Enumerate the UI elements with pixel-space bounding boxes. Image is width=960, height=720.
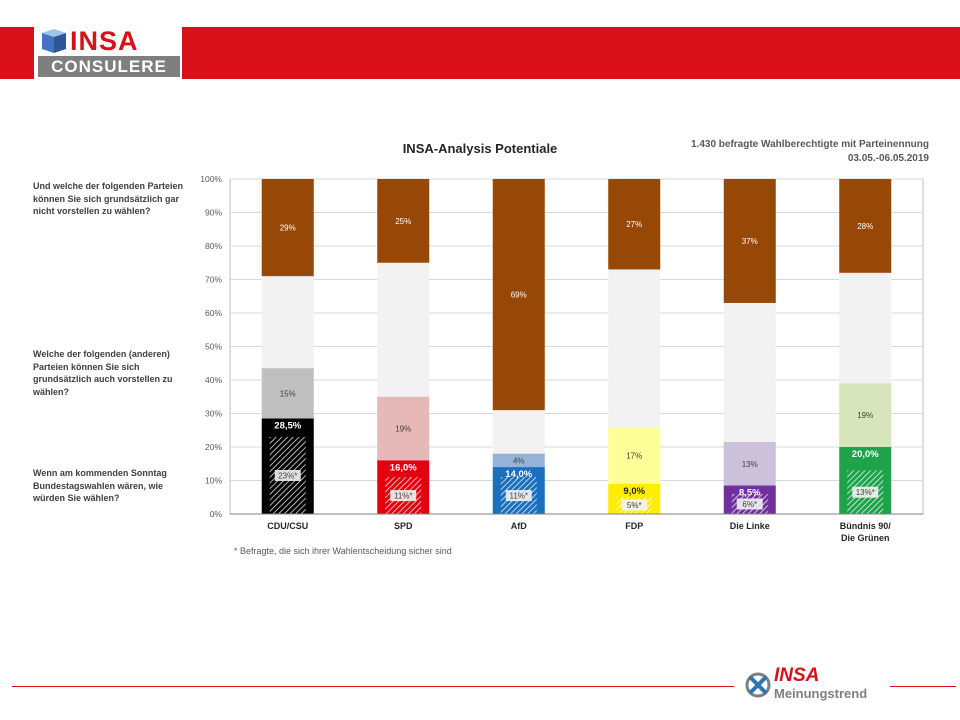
y-tick-label: 30% — [204, 408, 222, 419]
potential-value-label: 17% — [626, 451, 643, 461]
x-category-label: Bündnis 90/ — [839, 521, 891, 531]
x-category-label: SPD — [393, 521, 413, 531]
certain-value-label: 11%* — [509, 491, 529, 501]
insa-meinungstrend-logo — [744, 667, 884, 703]
rejection-value-label: 37% — [741, 236, 758, 246]
y-tick-label: 60% — [204, 308, 222, 318]
x-category-label: CDU/CSU — [267, 521, 309, 531]
y-tick-label: 10% — [204, 475, 222, 486]
vote-value-label: 28,5% — [274, 420, 302, 432]
certain-value-label: 5%* — [626, 501, 642, 510]
vote-value-label: 14,0% — [505, 469, 533, 481]
certain-value-label: 23%* — [278, 471, 298, 481]
footer-rule-left — [12, 686, 734, 687]
certain-value-label: 13%* — [855, 488, 875, 498]
survey-dates: 03.05.-06.05.2019 — [847, 153, 929, 164]
potential-value-label: 4% — [512, 456, 525, 466]
y-tick-label: 50% — [204, 341, 222, 352]
rejection-value-label: 28% — [857, 221, 874, 231]
x-category-label: Die Linke — [729, 521, 770, 531]
potential-value-label: 15% — [279, 389, 296, 399]
vote-value-label: 8,5% — [738, 487, 761, 499]
question-vote-intention: Wenn am kommenden Sonntag Bundestagswahlen wären, wie würden Sie wählen? — [33, 468, 167, 503]
rejection-value-label: 69% — [510, 290, 527, 300]
question-potential: Welche der folgenden (anderen) Parteien können Sie sich grundsätzlich auch vorstellen zu wählen? — [33, 349, 173, 397]
x-category-label: AfD — [510, 521, 527, 531]
sample-size: 1.430 befragte Wahlberechtigte mit Parteinennung — [690, 139, 929, 150]
y-tick-label: 80% — [204, 241, 222, 251]
chart-title: INSA-Analysis Potentiale — [402, 141, 558, 156]
rejection-value-label: 27% — [626, 220, 643, 230]
x-category-label: Die Grünen — [840, 533, 890, 543]
vote-value-label: 20,0% — [851, 449, 879, 460]
question-rejection: Und welche der folgenden Parteien können Sie sich grundsätzlich gar nicht vorstellen zu wählen? — [33, 181, 184, 216]
y-tick-label: 20% — [204, 442, 222, 452]
vote-value-label: 16,0% — [389, 462, 417, 474]
y-tick-label: 0% — [209, 509, 222, 519]
x-category-label: FDP — [625, 521, 644, 531]
potential-value-label: 13% — [741, 459, 758, 469]
logo-text: INSA — [70, 26, 139, 56]
certain-value-label: 6%* — [742, 499, 758, 509]
footer-logo-subtext: Meinungstrend — [774, 686, 868, 701]
y-tick-label: 40% — [204, 375, 222, 385]
y-tick-label: 90% — [204, 207, 222, 218]
y-tick-label: 70% — [204, 274, 222, 285]
vote-value-label: 9,0% — [623, 485, 646, 497]
rejection-value-label: 29% — [279, 223, 296, 233]
footnote: * Befragte, die sich ihrer Wahlentscheidung sicher sind — [234, 546, 452, 556]
potential-value-label: 19% — [395, 424, 412, 434]
potential-value-label: 19% — [857, 411, 874, 421]
certain-value-label: 11%* — [393, 491, 413, 501]
rejection-value-label: 25% — [395, 216, 412, 226]
footer-rule-right — [890, 686, 956, 687]
logo-subtext: CONSULERE — [38, 56, 180, 77]
ballot-x-icon — [744, 670, 774, 700]
y-tick-label: 100% — [200, 174, 222, 184]
footer-logo-text: INSA — [774, 665, 820, 686]
